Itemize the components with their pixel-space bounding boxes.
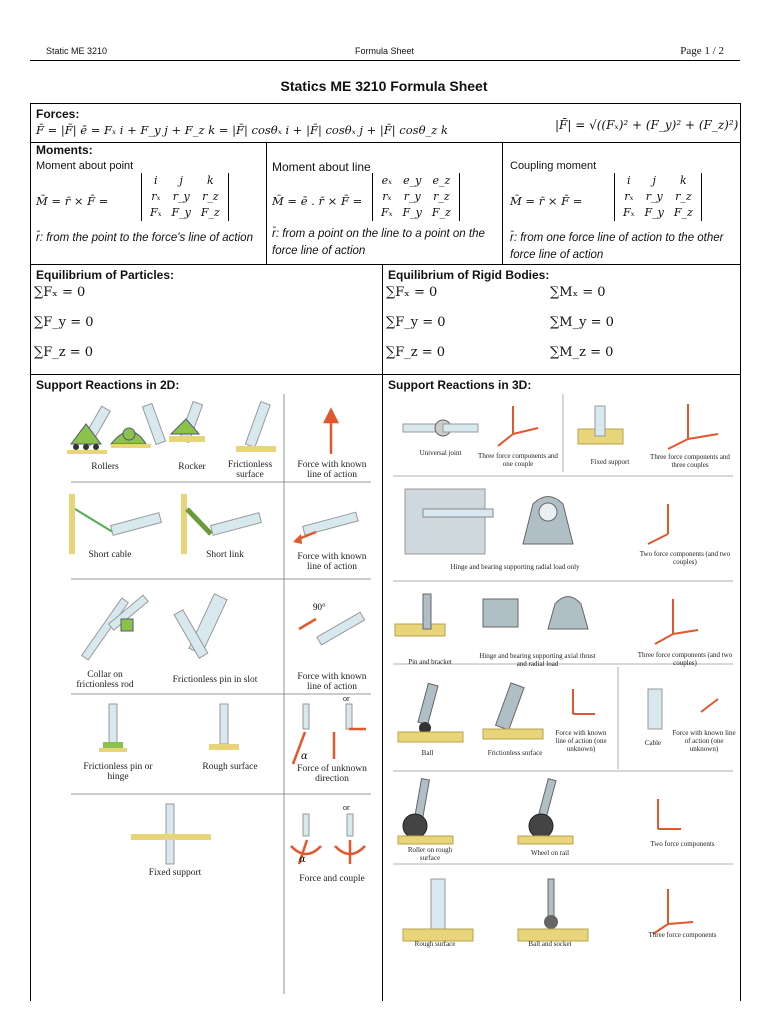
support-3d-diagrams (383, 394, 739, 999)
axes-icon-7 (658, 799, 681, 829)
caption-short-cable: Short cable (88, 550, 132, 560)
force-magnitude-formula: |F̄| = √((Fₓ)² + (F_y)² + (F_z)²) (555, 118, 739, 132)
header-course: Static ME 3210 (46, 46, 108, 56)
moments-divider-2 (502, 142, 503, 264)
force-couple-icon (291, 803, 365, 865)
rigid-eq-my: ∑M_y = 0 (550, 315, 614, 330)
rough-surface-3d-icon (403, 879, 473, 941)
svg-text:α: α (301, 751, 308, 762)
table-top-border (30, 103, 740, 104)
caption-known-line-3: Force with known line of action (297, 672, 367, 692)
caption-frictionless-3d: Frictionless surface (487, 749, 543, 757)
short-link-icon (181, 494, 261, 554)
header-doc-name: Formula Sheet (355, 46, 415, 56)
frictionless-3d-icon (483, 683, 543, 739)
moment-line-determinant: eₓ e_y e_z rₓ r_y r_z Fₓ F_y F_z (372, 173, 460, 221)
coupling-moment-formula: M̄ = r̄ × F̄ = (510, 194, 583, 208)
ball-icon (398, 683, 463, 742)
rigid-eq-fz: ∑F_z = 0 (386, 345, 446, 360)
caption-rollers: Rollers (91, 462, 119, 472)
caption-known-line-2: Force with known line of action (297, 552, 367, 572)
rough-surface-icon (209, 704, 239, 750)
page-title: Statics ME 3210 Formula Sheet (280, 78, 488, 94)
equilibrium-particles-label: Equilibrium of Particles: (36, 268, 175, 282)
caption-pin-bracket: Pin and bracket (408, 658, 452, 666)
force-arrow-2-icon (293, 512, 358, 544)
pin-bracket-icon (395, 594, 445, 636)
unknown-force-icon (293, 694, 366, 764)
svg-text:or: or (343, 803, 350, 812)
caption-hinge-axial: Hinge and bearing supporting axial thrust and radial load (479, 652, 596, 668)
particle-eq-fy: ∑F_y = 0 (34, 315, 94, 330)
rigid-eq-mz: ∑M_z = 0 (550, 345, 614, 360)
caption-three-two: Three force components (and two couples) (637, 651, 733, 667)
caption-rough-surface: Rough surface (202, 762, 258, 772)
rigid-eq-fy: ∑F_y = 0 (386, 315, 446, 330)
axes-icon-2 (668, 404, 718, 449)
fixed-support-icon (131, 804, 211, 864)
moment-line-formula: M̄ = ē . r̄ × F̄ = (272, 194, 363, 208)
frictionless-surface-icon (169, 401, 205, 442)
caption-ball: Ball (421, 749, 434, 757)
pin-hinge-icon (99, 704, 127, 752)
coupling-moment-title: Coupling moment (510, 160, 597, 172)
universal-joint-icon (403, 420, 478, 436)
caption-three-one: Three force components and one couple (478, 452, 558, 468)
moments-bottom-border (30, 264, 740, 265)
caption-cable: Cable (644, 739, 662, 747)
caption-universal-joint: Universal joint (419, 449, 462, 457)
axes-icon (498, 406, 538, 446)
caption-wheel-rail: Wheel on rail (530, 849, 570, 857)
axes-icon-8 (653, 889, 693, 934)
moment-line-title: Moment about line (272, 160, 371, 174)
svg-text:or: or (343, 694, 350, 703)
svg-text:90°: 90° (313, 602, 326, 612)
svg-text:α: α (299, 854, 306, 865)
rigid-eq-mx: ∑Mₓ = 0 (550, 285, 606, 300)
moment-line-note: r̄: from a point on the line to a point on the force line of action (272, 228, 485, 257)
coupling-moment-determinant: i j k rₓ r_y r_z Fₓ F_y F_z (614, 173, 702, 221)
caption-hinge-radial: Hinge and bearing supporting radial load only (450, 563, 580, 571)
header-rule (30, 60, 740, 61)
caption-two-two: Two force components (and two couples) (639, 550, 731, 566)
forces-label: Forces: (36, 107, 80, 121)
axes-icon-6 (701, 699, 718, 712)
frictionless-surface-2-icon (236, 402, 276, 452)
caption-rocker: Rocker (178, 462, 206, 472)
caption-three-force: Three force components (648, 931, 717, 939)
caption-roller-rough: Roller on rough surface (407, 846, 453, 862)
axes-icon-5 (573, 689, 595, 714)
ball-socket-icon (518, 879, 588, 941)
caption-collar: Collar on frictionless rod (76, 670, 134, 690)
rollers-icon (67, 406, 110, 454)
support-2d-label: Support Reactions in 2D: (36, 378, 180, 392)
equilibrium-rigid-label: Equilibrium of Rigid Bodies: (388, 268, 550, 282)
wheel-rail-icon (518, 779, 573, 844)
caption-known-b: Force with known line of action (one unknown) (672, 729, 736, 753)
moments-divider-1 (266, 142, 267, 264)
moments-label: Moments: (36, 143, 93, 157)
caption-pin-slot: Frictionless pin in slot (172, 675, 258, 685)
cable-icon (648, 689, 662, 729)
particle-eq-fx: ∑Fₓ = 0 (34, 285, 86, 300)
pin-slot-icon (174, 594, 227, 658)
short-cable-icon (69, 494, 161, 554)
axes-icon-3 (648, 504, 668, 544)
caption-short-link: Short link (206, 550, 244, 560)
force-arrow-icon (325, 410, 337, 454)
collar-icon (82, 595, 149, 660)
fixed-support-3d-icon (578, 406, 623, 444)
rocker-icon (111, 403, 166, 448)
caption-unknown-direction: Force of unknown direction (297, 764, 367, 784)
hinge-bearing-icon (405, 489, 573, 554)
caption-frictionless-surface: Frictionless surface (227, 460, 273, 480)
caption-fixed-support: Fixed support (148, 868, 202, 878)
hinge-axial-icon (483, 597, 588, 630)
forces-formula: F̄ = |F̄| ē = Fₓ i + F_y j + F_z k = |F̄| cosθₓ i + |F̄| cosθₓ j + |F̄| cosθ_z k (36, 123, 448, 137)
caption-force-couple: Force and couple (299, 874, 365, 884)
header-page-number: Page 1 / 2 (680, 45, 724, 57)
moment-point-note: r̄: from the point to the force's line of action (36, 232, 253, 244)
caption-ball-socket: Ball and socket (528, 940, 572, 948)
support-3d-label: Support Reactions in 3D: (388, 378, 532, 392)
moment-point-formula: M̄ = r̄ × F̄ = (36, 194, 109, 208)
table-right-border (740, 103, 741, 1001)
caption-two-force: Two force components (650, 840, 715, 848)
caption-fixed-support-3d: Fixed support (590, 458, 630, 466)
caption-known-a: Force with known line of action (one unknown) (555, 729, 607, 753)
coupling-moment-note: r̄: from one force line of action to the other force line of action (510, 232, 724, 261)
moment-point-determinant: i j k rₓ r_y r_z Fₓ F_y F_z (141, 173, 229, 221)
forces-bottom-border (30, 142, 740, 143)
support-2d-diagrams (31, 394, 381, 999)
equilibrium-bottom-border (30, 374, 740, 375)
axes-icon-4 (655, 599, 698, 644)
caption-three-three: Three force components and three couples (650, 453, 730, 469)
caption-known-line-1: Force with known line of action (297, 460, 367, 480)
moment-point-title: Moment about point (36, 160, 134, 172)
rigid-eq-fx: ∑Fₓ = 0 (386, 285, 438, 300)
force-90-icon (299, 602, 365, 645)
caption-pin-hinge: Frictionless pin or hinge (83, 762, 153, 782)
roller-rough-icon (398, 779, 453, 844)
particle-eq-fz: ∑F_z = 0 (34, 345, 94, 360)
caption-rough-3d: Rough surface (414, 940, 456, 948)
